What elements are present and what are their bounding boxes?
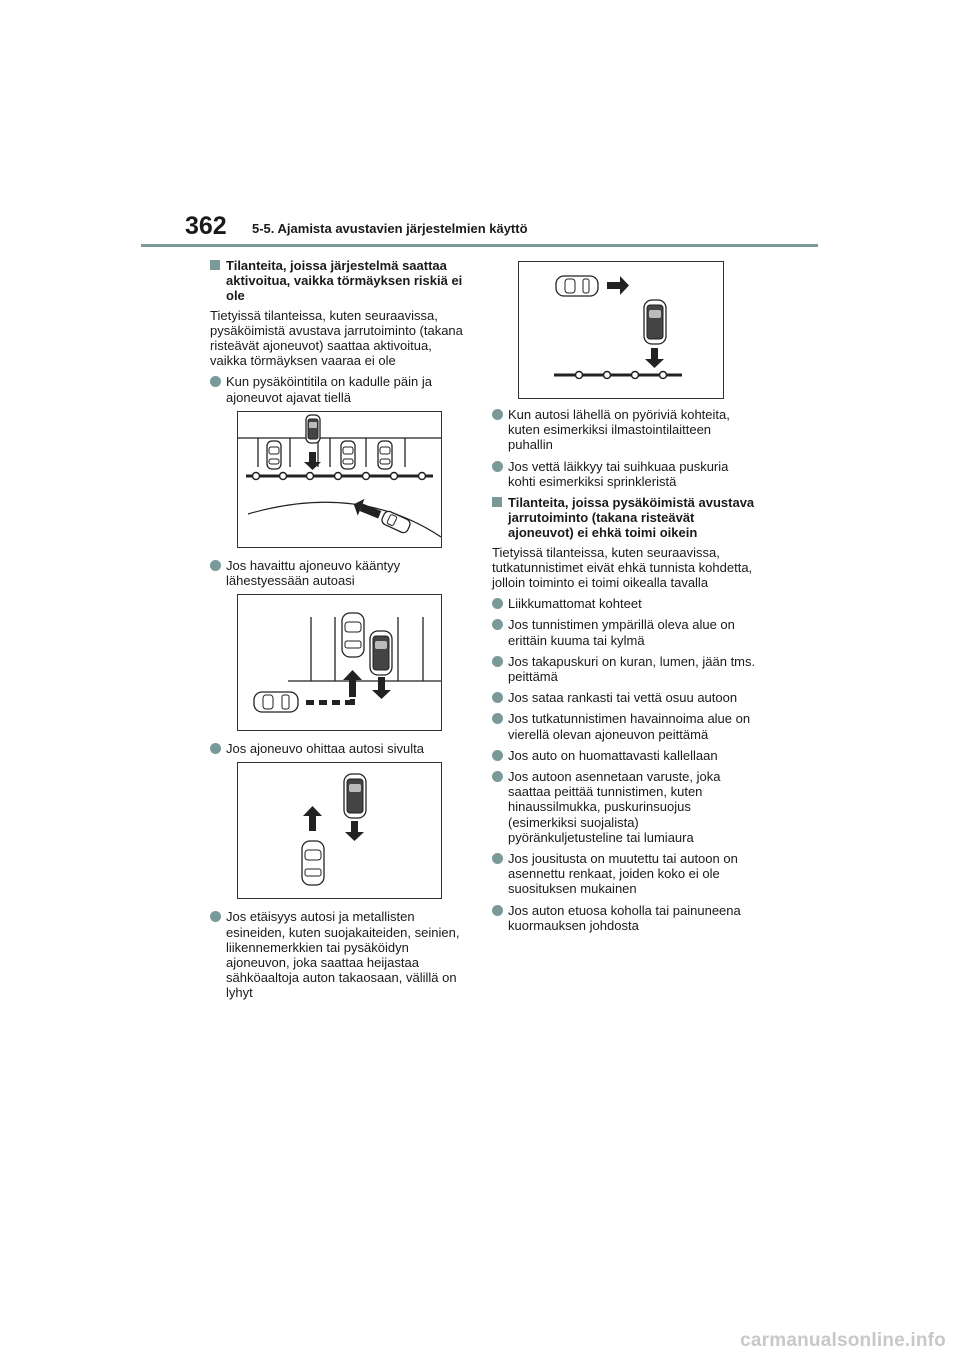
illustration-turning-vehicle: [237, 594, 442, 731]
list-item: [492, 851, 757, 897]
intro-paragraph: Tietyissä tilanteissa, kuten seuraavissa, tutkatunnistimet eivät ehkä tunnista kohdetta, jolloin toiminto ei toimi oikealla tavalla: [492, 544, 753, 591]
section-heading: [492, 495, 757, 541]
list-item-text: Jos etäisyys autosi ja metallisten esineiden, kuten suojakaiteiden, seinien, liikennemerkkien tai pysäköidyn ajoneuvon, joka saattaa heijastaa sähköaaltoja auton takaosaan, välillä on lyhyt: [226, 909, 460, 1001]
watermark: carmanualsonline.info: [740, 1330, 946, 1351]
list-item-text: Jos vettä läikkyy tai suihkuaa puskuria kohti esimerkiksi sprinkleristä: [508, 458, 729, 489]
list-item-text: Jos sataa rankasti tai vettä osuu autoon: [508, 690, 738, 706]
list-item: [210, 741, 472, 756]
bullet-dot-icon: [492, 619, 503, 630]
list-item-text: Jos auton etuosa koholla tai painuneena kuormauksen johdosta: [508, 902, 741, 933]
list-item: [492, 596, 757, 611]
bullet-dot-icon: [210, 911, 221, 922]
list-item: [492, 748, 757, 763]
section-heading: [210, 258, 472, 304]
bullet-dot-icon: [492, 771, 503, 782]
bullet-dot-icon: [210, 376, 221, 387]
square-bullet-icon: [210, 260, 220, 270]
heading-text: Tilanteita, joissa järjestelmä saattaa aktivoitua, vaikka törmäyksen riskiä ei ole: [226, 258, 463, 304]
bullet-dot-icon: [492, 750, 503, 761]
list-item-text: Jos autoon asennetaan varuste, joka saattaa peittää tunnistimen, kuten hinaussilmukka, puskurinsuojus (esimerkiksi suojalista) pyöränkuljetusteline tai lumiaura: [508, 769, 721, 845]
list-item-text: Jos takapuskuri on kuran, lumen, jään tms. peittämä: [508, 653, 756, 685]
list-item-text: Kun pysäköintitila on kadulle päin ja ajoneuvot ajavat tiellä: [226, 374, 432, 405]
list-item: [492, 903, 757, 933]
illustration-metal-objects: [518, 261, 724, 399]
list-item: [492, 459, 757, 489]
bullet-dot-icon: [492, 905, 503, 916]
bullet-dot-icon: [492, 656, 503, 667]
list-item-text: Jos tunnistimen ympärillä oleva alue on erittäin kuuma tai kylmä: [508, 617, 735, 648]
page-number: 362: [185, 212, 227, 240]
list-item: [210, 558, 472, 588]
list-item: [492, 654, 757, 684]
bullet-dot-icon: [492, 853, 503, 864]
list-item: [492, 769, 757, 845]
list-item-text: Jos tutkatunnistimen havainnoima alue on vierellä olevan ajoneuvon peittämä: [508, 711, 751, 742]
list-item-text: Jos ajoneuvo ohittaa autosi sivulta: [226, 741, 425, 757]
bullet-dot-icon: [492, 692, 503, 703]
bullet-dot-icon: [492, 713, 503, 724]
list-item-text: Jos havaittu ajoneuvo kääntyy lähestyessään autoasi: [226, 557, 401, 589]
square-bullet-icon: [492, 497, 502, 507]
list-item: [210, 374, 472, 404]
list-item-text: Jos auto on huomattavasti kallellaan: [508, 747, 718, 763]
header-divider: [141, 244, 818, 247]
list-item: [492, 407, 757, 453]
list-item: [492, 617, 757, 647]
bullet-dot-icon: [210, 743, 221, 754]
bullet-dot-icon: [492, 409, 503, 420]
illustration-passing-vehicle: [237, 762, 442, 899]
list-item: [492, 690, 757, 705]
intro-paragraph: Tietyissä tilanteissa, kuten seuraavissa, pysäköimistä avustava jarrutoiminto (takana risteävät ajoneuvot) saattaa aktivoitua, vaikka törmäyksen vaaraa ei ole: [210, 307, 463, 369]
left-column: [210, 258, 472, 1007]
illustration-parking-street: [237, 411, 442, 548]
list-item: [492, 711, 757, 741]
list-item-text: Jos jousitusta on muutettu tai autoon on asennettu renkaat, joiden koko ei ole suosituksen mukainen: [508, 851, 738, 897]
bullet-dot-icon: [210, 560, 221, 571]
bullet-dot-icon: [492, 461, 503, 472]
list-item-text: Kun autosi lähellä on pyöriviä kohteita, kuten esimerkiksi ilmastointilaitteen puhallin: [508, 407, 730, 453]
right-column: [492, 258, 757, 939]
section-title: 5-5. Ajamista avustavien järjestelmien käyttö: [252, 221, 528, 236]
list-item-text: Liikkumattomat kohteet: [508, 596, 642, 612]
list-item: [210, 909, 472, 1000]
bullet-dot-icon: [492, 598, 503, 609]
heading-text: Tilanteita, joissa pysäköimistä avustava jarrutoiminto (takana risteävät ajoneuvot) ei ehkä toimi oikein: [508, 495, 755, 541]
